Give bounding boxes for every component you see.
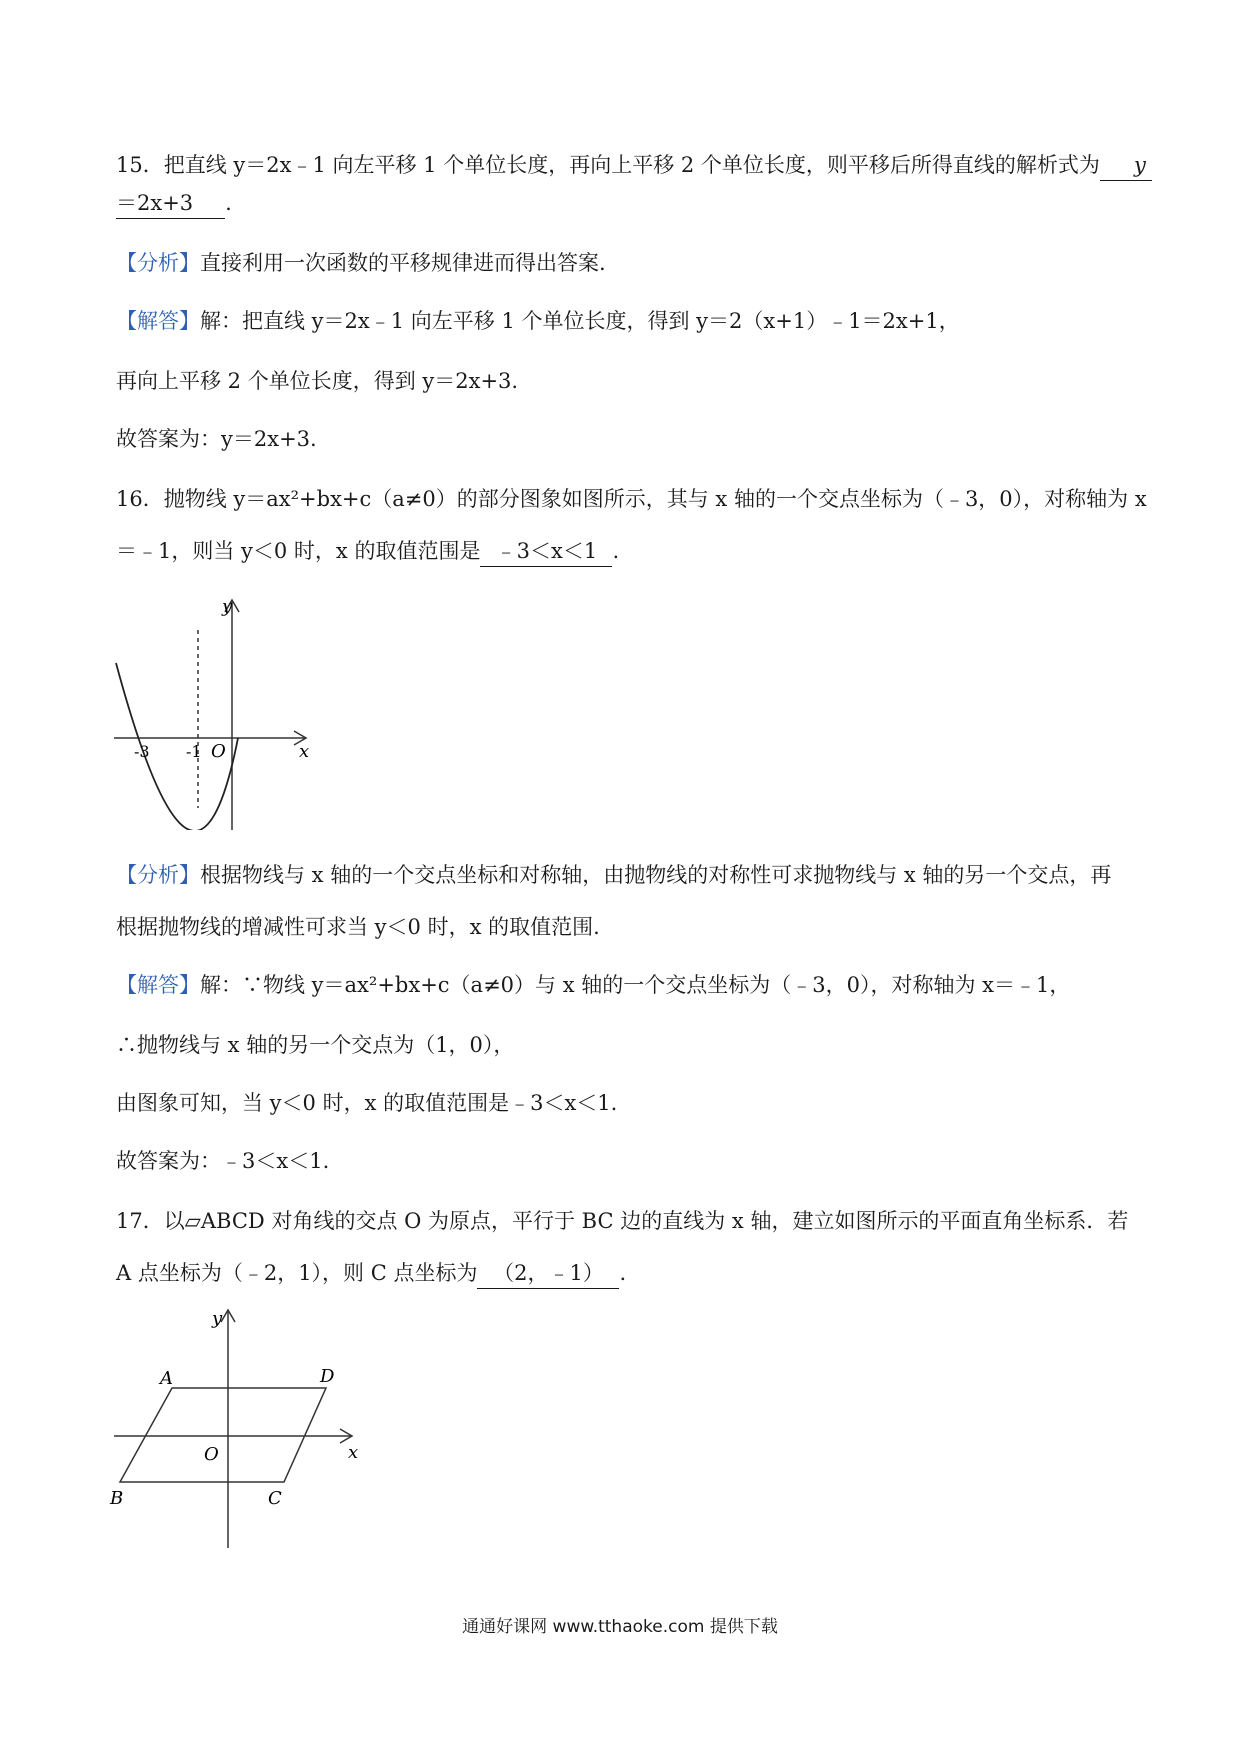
q16-solution-line-2: ∴抛物线与 x 轴的另一个交点为（1，0）， [116,1033,515,1057]
tick-label-neg1: -1 [186,742,202,761]
q15-question-text: 15．把直线 y＝2x﹣1 向左平移 1 个单位长度，再向上平移 2 个单位长度，则平移后所得直线的解析式为 [116,153,1100,177]
x-axis-label: x [348,1442,359,1463]
q16-parabola-figure [110,590,325,830]
q17-question-end: . [619,1261,627,1285]
q16-answer-blank: ﹣3＜x＜1 [480,536,612,567]
vertex-label-a: A [160,1368,173,1389]
q16-solution-line-3: 由图象可知，当 y＜0 时，x 的取值范围是﹣3＜x＜1. [116,1091,618,1115]
q16-question-text: ＝﹣1，则当 y＜0 时，x 的取值范围是 [116,539,481,563]
y-axis-label: y [222,596,233,617]
solution-tag: 【解答】 [116,309,200,333]
q16-solution-line-4: 故答案为：﹣3＜x＜1. [116,1149,330,1173]
y-axis-label: y [212,1308,223,1329]
q17-parallelogram-figure [108,1300,368,1550]
origin-label: O [204,1444,219,1465]
q17-question-line-1: 17．以▱ABCD 对角线的交点 O 为原点，平行于 BC 边的直线为 x 轴，建立如图所示的平面直角坐标系．若 [116,1209,1129,1233]
q16-solution [116,970,1070,1000]
q15-question-cont [116,188,232,219]
origin-label: O [211,741,226,762]
q17-question-line-2 [116,1258,626,1289]
q16-analysis-line-2: 根据抛物线的增减性可求当 y＜0 时，x 的取值范围. [116,915,600,939]
vertex-label-b: B [110,1488,124,1509]
q16-question-line-1: 16．抛物线 y＝ax²+bx+c（a≠0）的部分图象如图所示，其与 x 轴的一个交点坐标为（﹣3，0），对称轴为 x [116,487,1147,511]
q17-question-text: A 点坐标为（﹣2，1），则 C 点坐标为 [116,1261,478,1285]
x-axis-label: x [299,741,310,762]
q16-analysis-line-1: 根据物线与 x 轴的一个交点坐标和对称轴，由抛物线的对称性可求抛物线与 x 轴的另一个交点，再 [200,863,1112,887]
solution-tag: 【解答】 [116,973,200,997]
tick-label-neg3: -3 [134,742,150,761]
q15-solution-line-2: 再向上平移 2 个单位长度，得到 y＝2x+3. [116,369,519,393]
q15-analysis [116,248,606,278]
analysis-tag: 【分析】 [116,251,200,275]
q17-answer-blank: （2，﹣1） [477,1258,619,1289]
analysis-tag: 【分析】 [116,863,200,887]
q15-solution [116,306,960,336]
vertex-label-c: C [268,1488,282,1509]
q15-question [116,150,1152,181]
q15-question-end: . [225,191,232,215]
q16-analysis [116,860,1111,890]
q16-question-line-2 [116,536,619,567]
q16-question-end: . [612,539,620,563]
q15-answer-blank-2: ＝2x+3 [116,188,225,219]
q15-solution-line-3: 故答案为：y＝2x+3. [116,427,317,451]
parallelogram-abcd [120,1388,326,1482]
q15-analysis-text: 直接利用一次函数的平移规律进而得出答案. [200,251,606,275]
q16-solution-line-1: 解：∵物线 y＝ax²+bx+c（a≠0）与 x 轴的一个交点坐标为（﹣3，0），对称轴为 x＝﹣1， [200,973,1071,997]
q15-answer-blank-1: y [1100,150,1152,181]
vertex-label-d: D [320,1366,335,1387]
q15-solution-line-1: 解：把直线 y＝2x﹣1 向左平移 1 个单位长度，得到 y＝2（x+1）﹣1＝2x+1， [200,309,960,333]
page-footer: 通通好课网 www.tthaoke.com 提供下载 [462,1617,778,1637]
